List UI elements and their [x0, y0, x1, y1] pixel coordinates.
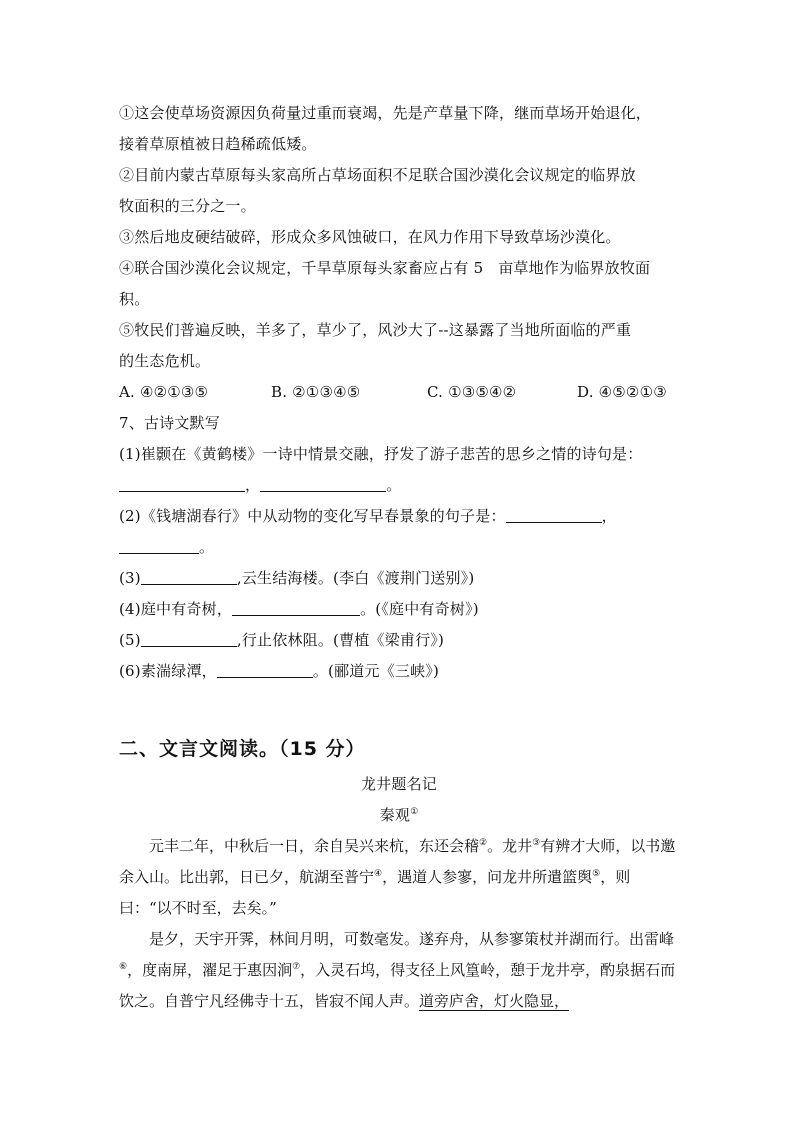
option-d: D. ④⑤②①③	[577, 383, 667, 401]
underlined-sentence: 道旁庐舍，灯火隐显，	[419, 992, 570, 1010]
question-7-4	[119, 594, 679, 625]
sentence-2-line-1: ②目前内蒙古草原每头家高所占草场面积不足联合国沙漠化会议规定的临界放	[119, 166, 636, 184]
punct-comma: ，	[601, 507, 617, 525]
question-7-2-prompt: (2)《钱塘湖春行》中从动物的变化写早春景象的句子是：	[119, 507, 506, 525]
question-7-3	[119, 563, 679, 594]
paragraph-text: ，度南屏，濯足于惠因涧	[127, 961, 293, 979]
answer-options	[119, 377, 679, 408]
question-7-1-text: (1)崔颢在《黄鹤楼》一诗中情景交融，抒发了游子悲苦的思乡之情的诗句是：	[119, 445, 643, 463]
answer-blank[interactable]	[119, 537, 199, 554]
question-text: ,行止依林阻。(曹植《梁甫行》)	[236, 631, 445, 649]
footnote-marker: ②	[479, 838, 488, 848]
question-7-2-text	[119, 501, 679, 532]
sentence-2-line-2: 牧面积的三分之一。	[119, 197, 256, 215]
paragraph-text: ，则曰：“以不时至，去矣。”	[119, 868, 631, 917]
punct-period: 。	[199, 538, 215, 556]
footnote-marker: ①	[410, 807, 419, 817]
paragraph-text: 有辨才大师，以书邀余入山。比出郭，日已夕，航湖至普宁	[119, 837, 676, 886]
article-author	[119, 800, 679, 831]
footnote-marker: ⑦	[292, 962, 301, 972]
author-name: 秦观	[379, 806, 411, 824]
question-source: 。(郦道元《三峡》)	[312, 662, 440, 680]
question-number: (5)	[119, 631, 141, 649]
sentence-1-line-2: 接着草原植被日趋稀疏低矮。	[119, 135, 317, 153]
answer-blank[interactable]	[506, 506, 602, 523]
footnote-marker: ⑥	[119, 962, 128, 972]
answer-blank[interactable]	[232, 599, 360, 616]
footnote-marker: ⑤	[592, 869, 601, 879]
question-7-2-continued	[119, 532, 679, 563]
answer-blank[interactable]	[119, 475, 245, 492]
paragraph-text: ，入灵石坞，得支径上风篁岭，憩于龙井亭，酌泉据石而饮之。自普宁凡经佛寺十五，皆寂不闻人声。	[119, 961, 676, 1010]
document-page	[119, 98, 679, 1017]
article-paragraph-2	[119, 924, 679, 1017]
question-text: (6)素湍绿潭，	[119, 662, 217, 680]
footnote-marker: ④	[374, 869, 383, 879]
question-7-1-blanks	[119, 470, 679, 501]
sentence-5-line-2: 的生态危机。	[119, 352, 211, 370]
option-c: C. ①③⑤④②	[427, 383, 517, 401]
sentence-1-line-1: ①这会使草场资源因负荷量过重而衰竭，先是产草量下降，继而草场开始退化，	[119, 104, 652, 122]
answer-blank[interactable]	[141, 568, 237, 585]
question-text: ,云生结海楼。(李白《渡荆门送别》)	[236, 569, 475, 587]
paragraph-text: 是夕，天宇开霁，林间月明，可数毫发。遂弃舟，从参寥策杖并湖而行。出雷峰	[149, 930, 675, 948]
option-b: B. ②①③④⑤	[271, 383, 361, 401]
option-a: A. ④②①③⑤	[119, 383, 209, 401]
section-2-heading: 二、文言文阅读。（15 分）	[119, 738, 366, 760]
footnote-marker: ③	[532, 838, 541, 848]
question-7-title: 7、古诗文默写	[119, 414, 220, 432]
question-text: (4)庭中有奇树，	[119, 600, 233, 618]
sentence-3: ③然后地皮硬结破碎，形成众多风蚀破口，在风力作用下导致草场沙漠化。	[119, 228, 621, 246]
punct-period: 。	[386, 476, 402, 494]
article-paragraph-1	[119, 831, 679, 924]
question-source: 。(《庭中有奇树》)	[360, 600, 479, 618]
punct-comma: ，	[245, 476, 261, 494]
paragraph-text: 元丰二年，中秋后一日，余自吴兴来杭，东还会稽	[149, 837, 480, 855]
paragraph-text: 。龙井	[487, 837, 533, 855]
answer-blank[interactable]	[141, 630, 237, 647]
sentence-5-line-1: ⑤牧民们普遍反映，羊多了，草少了，风沙大了--这暴露了当地所面临的严重	[119, 321, 632, 339]
sentence-4-line-2: 积。	[119, 290, 150, 308]
article-title: 龙井题名记	[360, 775, 437, 793]
answer-blank[interactable]	[260, 475, 386, 492]
sentence-4-line-1: ④联合国沙漠化会议规定，千旱草原每头家畜应占有 5 亩草地作为临界放牧面	[119, 259, 651, 277]
question-7-5	[119, 625, 679, 656]
question-7-6	[119, 656, 679, 687]
answer-blank[interactable]	[217, 661, 313, 678]
paragraph-text: ，遇道人参寥，问龙井所遣篮舆	[382, 868, 593, 886]
question-number: (3)	[119, 569, 141, 587]
